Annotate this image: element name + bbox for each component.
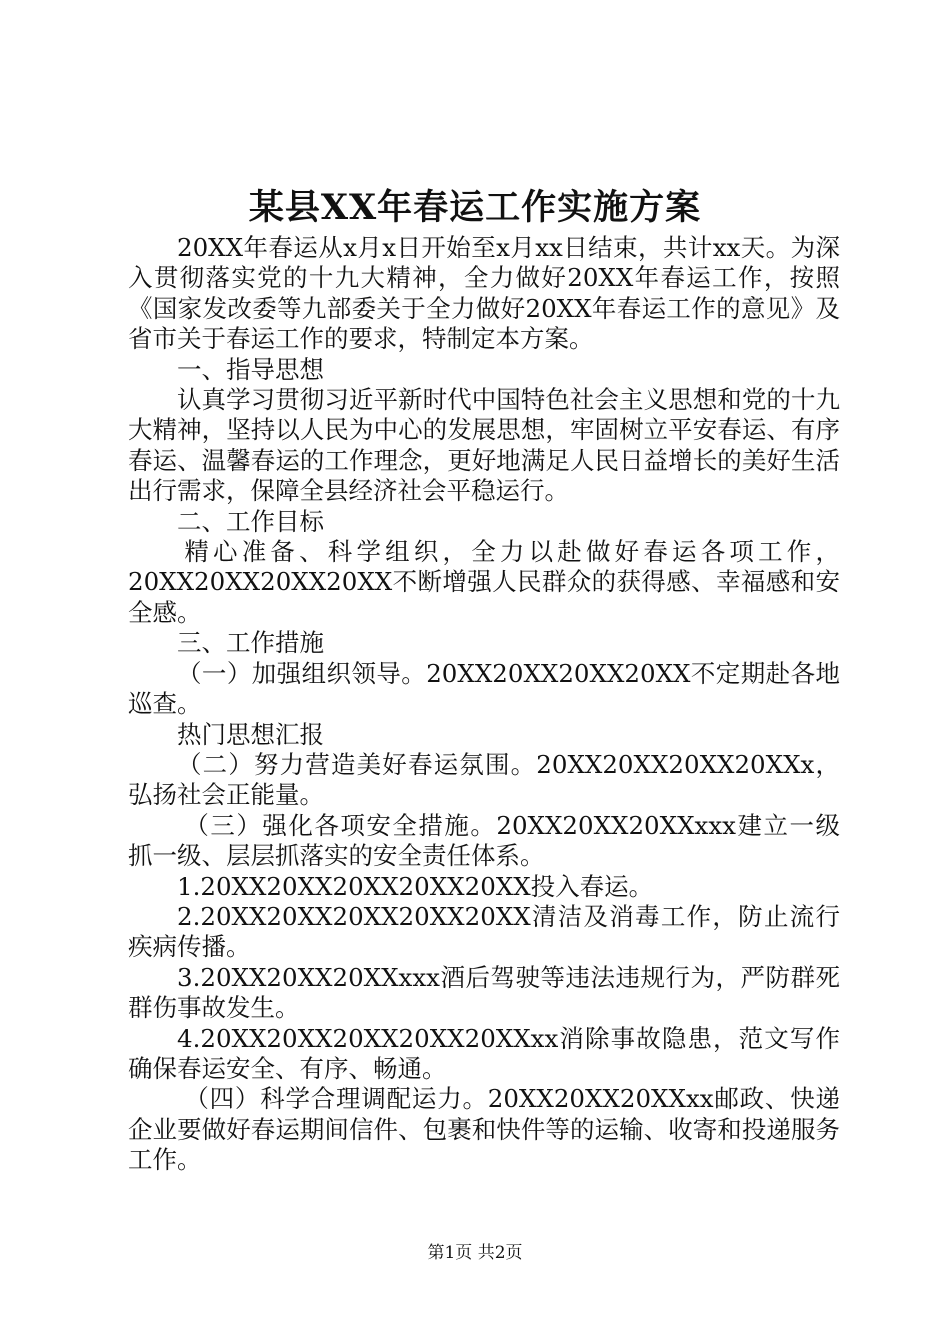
page-footer: 第1页 共2页 <box>427 1243 523 1263</box>
measure-3-item-3: 3.20XX20XX20XXxxx酒后驾驶等违法违规行为，严防群死群伤事故发生。 <box>128 962 840 1023</box>
measure-3-item-1: 1.20XX20XX20XX20XX20XX投入春运。 <box>177 871 654 901</box>
intro-paragraph: 20XX年春运从x月x日开始至x月xx日结束，共计xx天。为深入贯彻落实党的十九大精神，全力做好20XX年春运工作，按照《国家发改委等九部委关于全力做好20XX年春运工作的意见》及省市关于春运工作的要求，特制定本方案。 <box>128 233 840 354</box>
section-heading-work-goals: 二、工作目标 <box>177 506 324 536</box>
document-title: 某县XX年春运工作实施方案 <box>248 187 702 228</box>
measure-3-paragraph: （三）强化各项安全措施。20XX20XX20XXxxx建立一级抓一级、层层抓落实的安全责任体系。 <box>128 810 840 871</box>
section-heading-work-measures: 三、工作措施 <box>177 628 324 658</box>
measure-3-item-2: 2.20XX20XX20XX20XX20XX清洁及消毒工作，防止流行疾病传播。 <box>128 901 840 962</box>
measure-4-paragraph: （四）科学合理调配运力。20XX20XX20XXxx邮政、快递企业要做好春运期间信件、包裹和快件等的运输、收寄和投递服务工作。 <box>128 1084 840 1175</box>
measure-1-paragraph: （一）加强组织领导。20XX20XX20XX20XX不定期赴各地巡查。 <box>128 658 840 719</box>
inserted-ad-text: 热门思想汇报 <box>177 719 324 749</box>
section-heading-guiding-ideology: 一、指导思想 <box>177 354 324 384</box>
guiding-ideology-paragraph: 认真学习贯彻习近平新时代中国特色社会主义思想和党的十九大精神，坚持以人民为中心的发展思想，牢固树立平安春运、有序春运、温馨春运的工作理念，更好地满足人民日益增长的美好生活出行需求，保障全县经济社会平稳运行。 <box>128 385 840 506</box>
work-goals-paragraph: 精心准备、科学组织，全力以赴做好春运各项工作，20XX20XX20XX20XX不断增强人民群众的获得感、幸福感和安全感。 <box>128 537 840 627</box>
measure-2-paragraph: （二）努力营造美好春运氛围。20XX20XX20XX20XXx，弘扬社会正能量。 <box>128 749 840 810</box>
document-body <box>128 233 840 1176</box>
measure-3-item-4: 4.20XX20XX20XX20XX20XXxx消除事故隐患，范文写作确保春运安全、有序、畅通。 <box>128 1023 840 1083</box>
